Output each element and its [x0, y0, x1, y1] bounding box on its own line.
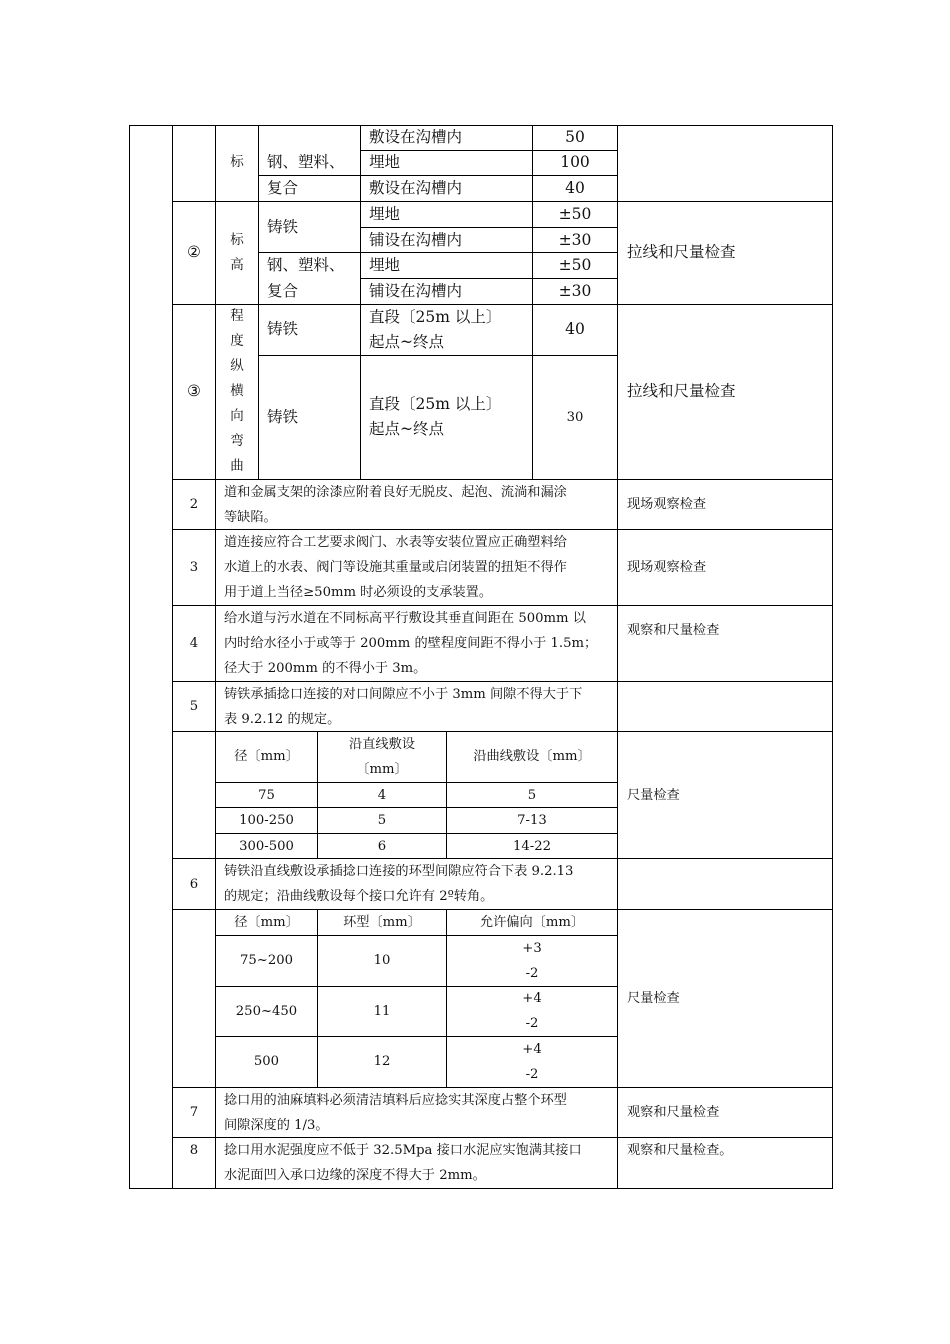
row2-value-3: ±50: [558, 256, 592, 274]
row3-material-1: 铸铁: [267, 320, 299, 338]
row1-method-1: 敷设在沟槽内: [369, 128, 463, 146]
table1-header-dn: 径〔mm〕: [234, 749, 299, 764]
item3-text-line2: 水道上的水表、阀门等设施其重量或启闭装置的扭矩不得作: [224, 560, 567, 575]
row3-label-char4: 横: [230, 383, 244, 399]
row3-check-method: 拉线和尺量检查: [627, 382, 736, 400]
table1-header-curve: 沿曲线敷设〔mm〕: [473, 749, 591, 764]
item4-check: 观察和尺量检查: [627, 623, 720, 638]
item3-check: 现场观察检查: [627, 560, 707, 575]
row2-value-1: ±50: [558, 205, 592, 223]
item7-text-line2: 间隙深度的 1/3。: [224, 1118, 329, 1133]
item5-number: 5: [189, 699, 199, 714]
item8-text-line2: 水泥面凹入承口边缘的深度不得大于 2mm。: [224, 1168, 486, 1183]
row1-material-line1: 钢、塑料、: [267, 153, 345, 171]
row2-value-2: ±30: [558, 231, 592, 249]
row2-value-4: ±30: [558, 282, 592, 300]
item7-number: 7: [189, 1105, 199, 1120]
row3-value-1: 40: [565, 320, 585, 338]
row1-label: 标: [230, 154, 244, 170]
item5-text-line1: 铸铁承插捻口连接的对口间隙应不小于 3mm 间隙不得大于下: [224, 687, 583, 702]
item4-text-line3: 径大于 200mm 的不得小于 3m。: [224, 661, 427, 676]
table1-row1-straight: 4: [377, 788, 387, 803]
table2-header-gap: 环型〔mm〕: [343, 915, 421, 930]
item6-number: 6: [189, 877, 199, 892]
item7-check: 观察和尺量检查: [627, 1105, 720, 1120]
row3-label-char2: 度: [230, 333, 244, 349]
row2-material-2-line1: 钢、塑料、: [267, 256, 345, 274]
item3-text-line1: 道连接应符合工艺要求阀门、水表等安装位置应正确塑料给: [224, 535, 567, 550]
item4-text-line2: 内时给水径小于或等于 200mm 的壁程度间距不得小于 1.5m；: [224, 636, 598, 651]
item8-text-line1: 捻口用水泥强度应不低于 32.5Mpa 接口水泥应实饱满其接口: [224, 1143, 582, 1158]
table2-row1-gap: 10: [373, 953, 391, 968]
table1-header-straight-line2: 〔mm〕: [356, 762, 408, 777]
table1-row2-curve: 7-13: [517, 813, 547, 828]
row1-value-1: 50: [565, 128, 585, 146]
row3-label-char7: 曲: [230, 458, 244, 474]
row3-label-char6: 弯: [230, 433, 244, 449]
table1-row3-straight: 6: [377, 839, 387, 854]
table2-row3-tol-minus: -2: [525, 1067, 539, 1082]
table1-row3-curve: 14-22: [512, 839, 552, 854]
table2-row1-dn: 75~200: [239, 953, 293, 968]
row3-label-char3: 纵: [230, 358, 244, 374]
row3-label-char5: 向: [230, 408, 244, 424]
item8-check: 观察和尺量检查。: [627, 1143, 733, 1158]
table1-row2-straight: 5: [377, 813, 387, 828]
item3-number: 3: [189, 560, 199, 575]
table2-header-tol: 允许偏向〔mm〕: [479, 915, 585, 930]
item7-text-line1: 捻口用的油麻填料必须清洁填料后应捻实其深度占整个环型: [224, 1093, 567, 1108]
row2-material-2-line2: 复合: [267, 282, 299, 300]
item2-text-line2: 等缺陷。: [224, 510, 277, 525]
row2-label-char2: 高: [230, 257, 244, 273]
table1-row3-dn: 300-500: [239, 839, 294, 854]
table1-row2-dn: 100-250: [239, 813, 294, 828]
row2-method-2: 铺设在沟槽内: [369, 231, 463, 249]
row1-value-3: 40: [565, 179, 585, 197]
table2-row2-tol-minus: -2: [525, 1016, 539, 1031]
item5-text-line2: 表 9.2.12 的规定。: [224, 712, 341, 727]
item2-number: 2: [189, 497, 199, 512]
row2-method-3: 埋地: [369, 256, 401, 274]
item3-text-line3: 用于道上当径≥50mm 时必须设的支承装置。: [224, 585, 493, 600]
table2-row3-tol-plus: +4: [522, 1042, 542, 1057]
row3-method-1-line1: 直段〔25m 以上〕: [369, 308, 502, 326]
table2-check: 尺量检查: [627, 991, 680, 1006]
table2-row3-dn: 500: [253, 1054, 280, 1069]
table1-row1-curve: 5: [527, 788, 537, 803]
item2-text-line1: 道和金属支架的涂漆应附着良好无脱皮、起泡、流淌和漏涂: [224, 485, 567, 500]
table2-row3-gap: 12: [373, 1054, 391, 1069]
row2-material-1: 铸铁: [267, 218, 299, 236]
row1-value-2: 100: [560, 153, 590, 171]
item6-text-line2: 的规定；沿曲线敷设每个接口允许有 2º转角。: [224, 889, 494, 904]
table2-row2-gap: 11: [373, 1004, 391, 1019]
row3-method-2-line2: 起点~终点: [369, 420, 444, 438]
table2-row2-tol-plus: +4: [522, 991, 542, 1006]
table2-row2-dn: 250~450: [235, 1004, 298, 1019]
item6-text-line1: 铸铁沿直线敷设承插捻口连接的环型间隙应符合下表 9.2.13: [224, 864, 574, 879]
table1-row1-dn: 75: [258, 788, 275, 803]
item2-check: 现场观察检查: [627, 497, 707, 512]
table2-header-dn: 径〔mm〕: [234, 915, 299, 930]
row3-material-2: 铸铁: [267, 408, 299, 426]
table2-row1-tol-plus: +3: [522, 941, 542, 956]
row3-method-2-line1: 直段〔25m 以上〕: [369, 395, 502, 413]
row2-method-1: 埋地: [369, 205, 401, 223]
row1-material-line2: 复合: [267, 179, 299, 197]
row2-label-char1: 标: [230, 232, 244, 248]
row1-method-2: 埋地: [369, 153, 401, 171]
item8-number: 8: [189, 1143, 199, 1158]
row3-number: ③: [187, 382, 201, 400]
row3-method-1-line2: 起点~终点: [369, 333, 444, 351]
row1-method-3: 敷设在沟槽内: [369, 179, 463, 197]
row2-number: ②: [187, 243, 201, 261]
table1-check: 尺量检查: [627, 788, 680, 803]
item4-text-line1: 给水道与污水道在不同标高平行敷设其垂直间距在 500mm 以: [224, 611, 586, 626]
row2-method-4: 铺设在沟槽内: [369, 282, 463, 300]
row3-value-2: 30: [566, 410, 584, 425]
row2-check-method: 拉线和尺量检查: [627, 243, 736, 261]
table2-row1-tol-minus: -2: [525, 966, 539, 981]
row3-label-char1: 程: [230, 308, 244, 324]
table1-header-straight-line1: 沿直线敷设: [349, 737, 415, 752]
item4-number: 4: [189, 636, 199, 651]
